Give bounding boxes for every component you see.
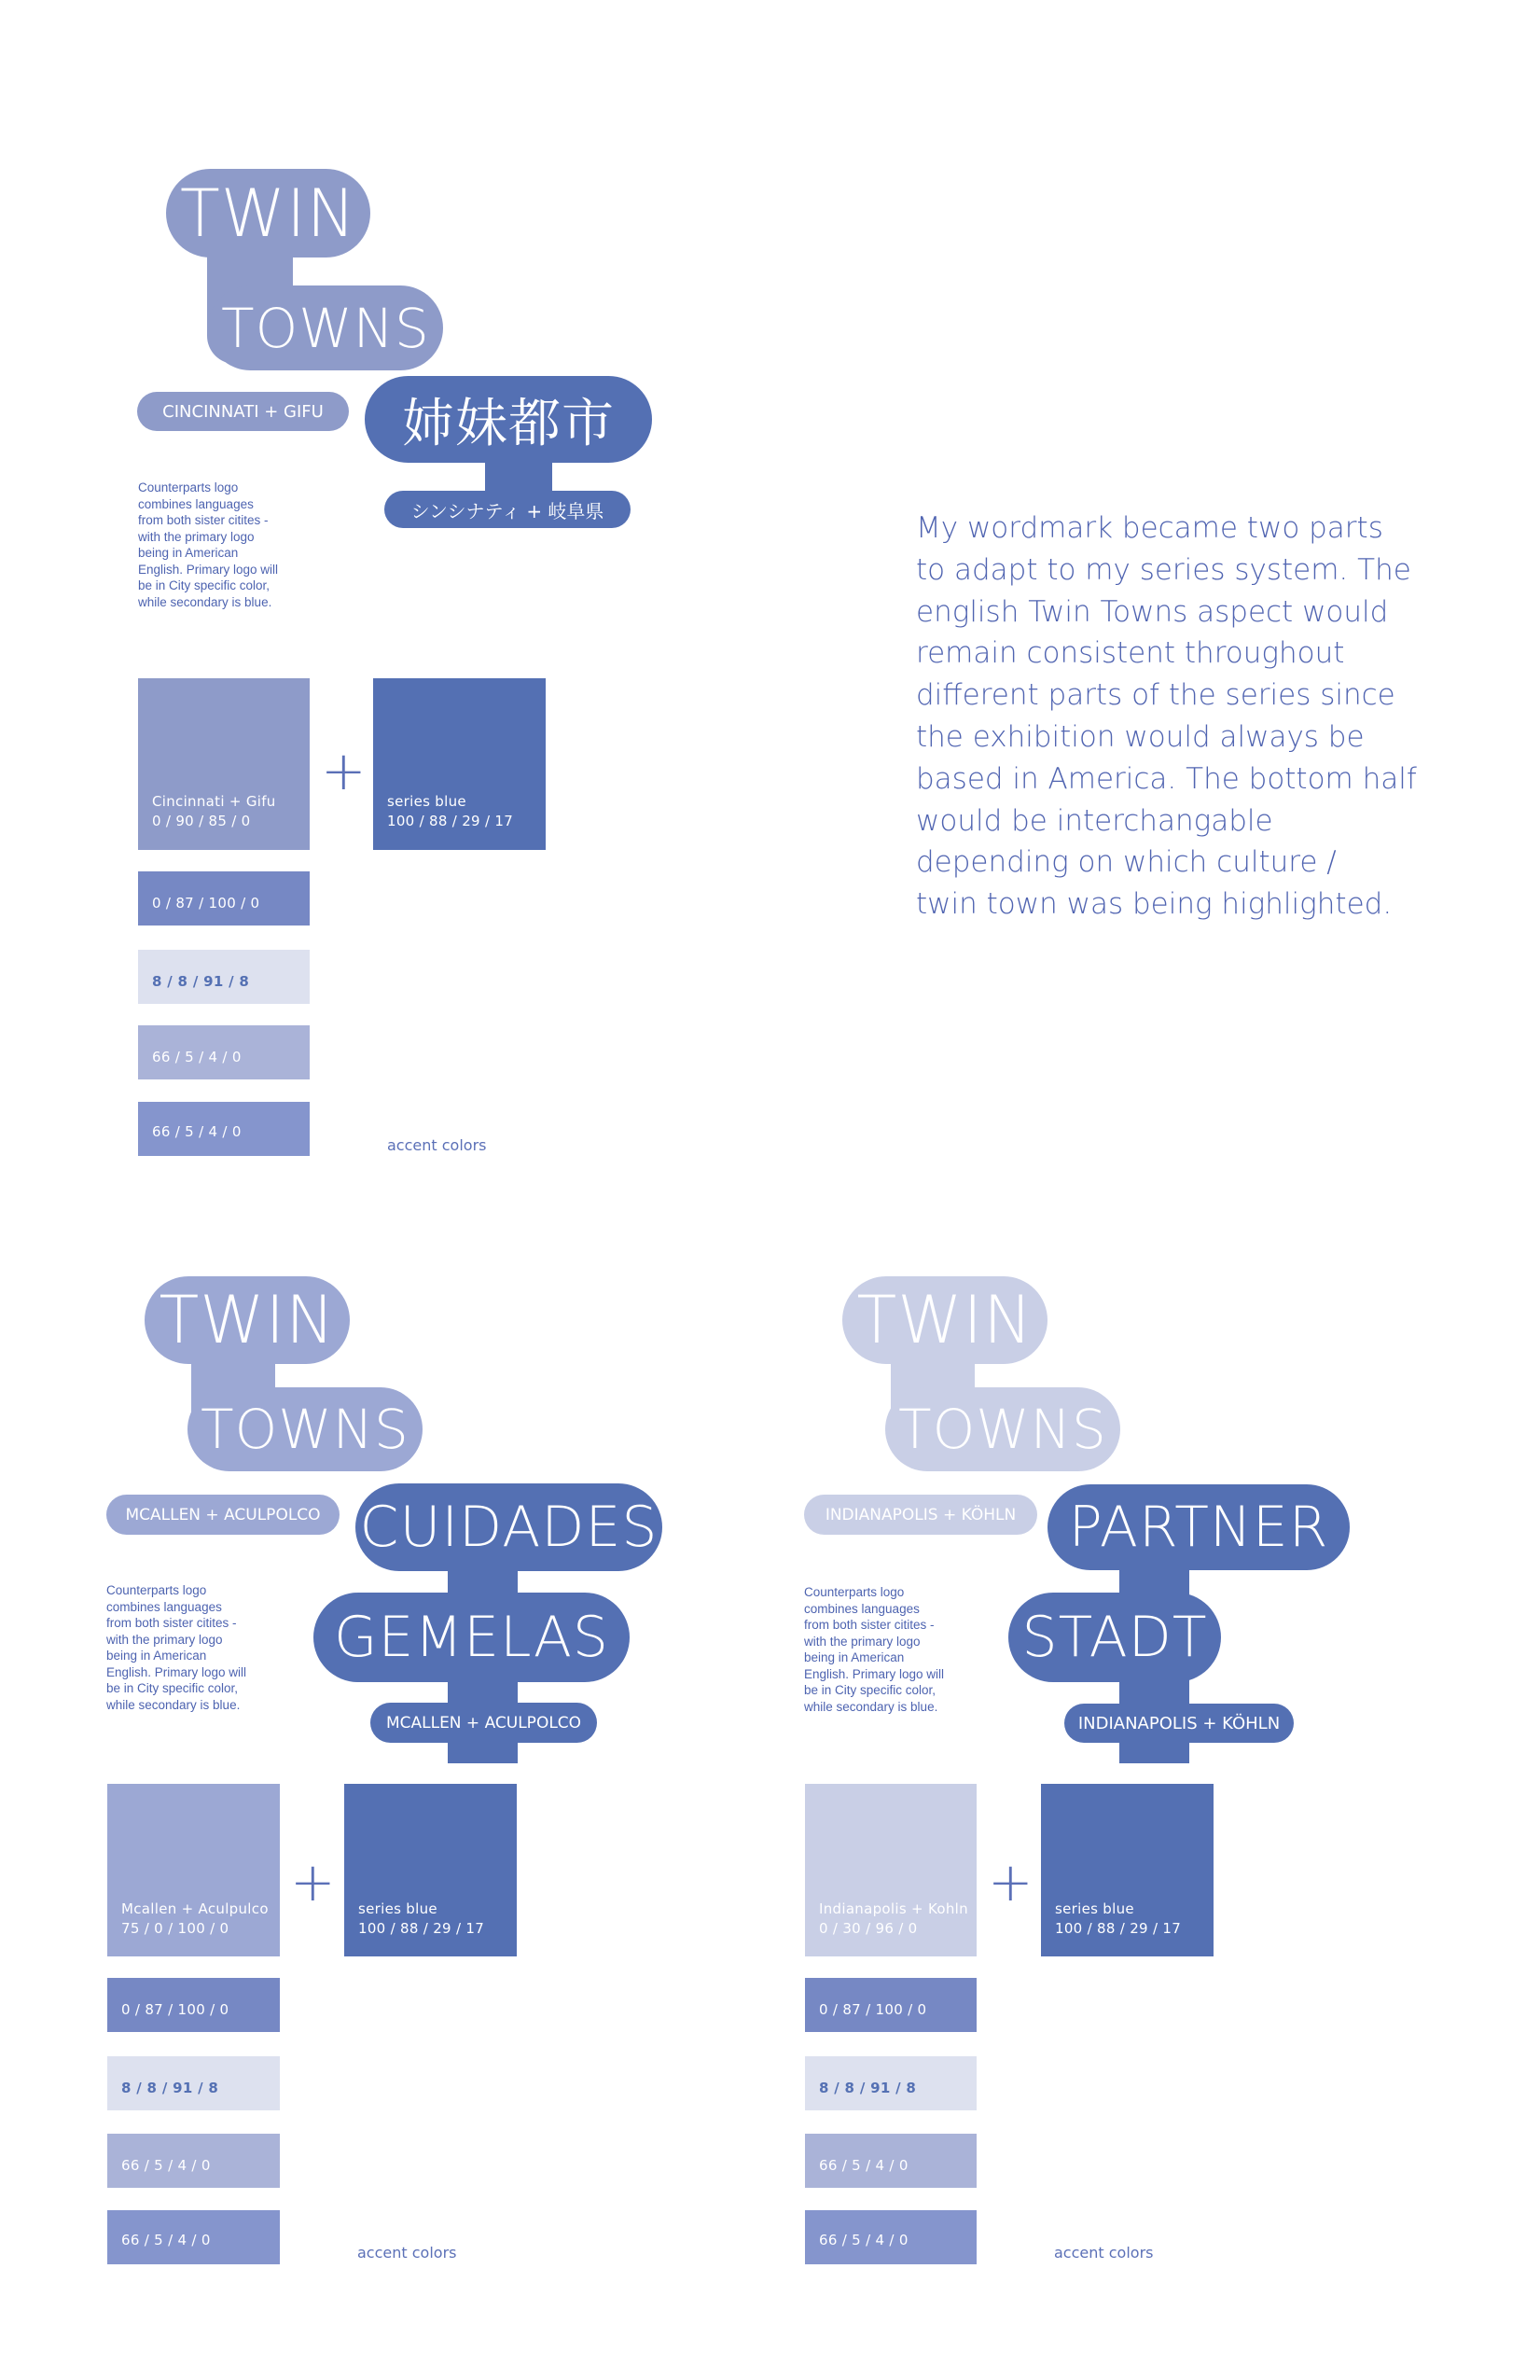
accent-colors-label: accent colors: [1054, 2244, 1154, 2262]
plus-sign: +: [988, 1850, 1034, 1914]
logo-note: Counterparts logo combines languages from both sister citites - with the primary logo being in American English. Primary logo will be in City specific color, while secondary is blue.: [106, 1583, 247, 1712]
logo-cities-en: MCALLEN + ACULPOLCO: [106, 1495, 340, 1535]
series-blue-swatch: [373, 678, 546, 850]
city-color-swatch: [805, 1784, 977, 1956]
swatch-name: Cincinnati + Gifu: [152, 793, 276, 810]
swatch-name: series blue: [387, 793, 466, 810]
accent-swatch: 66 / 5 / 4 / 0: [107, 2210, 280, 2264]
logo-towns: TOWNS: [885, 1387, 1120, 1471]
accent-swatch: 0 / 87 / 100 / 0: [107, 1978, 280, 2032]
accent-colors-label: accent colors: [357, 2244, 457, 2262]
logo-cities-local: MCALLEN + ACULPOLCO: [370, 1703, 597, 1743]
swatch-name: series blue: [1055, 1900, 1134, 1917]
accent-swatch: 8 / 8 / 91 / 8: [805, 2056, 977, 2110]
logo-local-word-1: PARTNER: [1047, 1484, 1350, 1570]
logo-cities-en: CINCINNATI + GIFU: [137, 392, 349, 431]
plus-sign: +: [321, 739, 367, 802]
logo-twin: TWIN: [145, 1276, 350, 1364]
logo-note: Counterparts logo combines languages from both sister citites - with the primary logo being in American English. Primary logo will be in City specific color, while secondary is blue.: [804, 1585, 945, 1714]
city-color-swatch: [138, 678, 310, 850]
accent-swatch: 66 / 5 / 4 / 0: [138, 1102, 310, 1156]
logo-local-word-2: GEMELAS: [313, 1593, 630, 1682]
accent-swatch: 8 / 8 / 91 / 8: [138, 950, 310, 1004]
swatch-name: Mcallen + Aculpulco: [121, 1900, 269, 1917]
description-paragraph: My wordmark became two parts to adapt to my series system. The english Twin Towns aspect would remain consistent throughout different parts of the series since the exhibition would always be based in America. The bottom half would be interchangable depending on which culture / twin town was being highlighted.: [916, 511, 1417, 922]
logo-local-word: 姉妹都市: [365, 376, 652, 463]
swatch-name: Indianapolis + Kohln: [819, 1900, 968, 1917]
accent-colors-label: accent colors: [387, 1136, 487, 1154]
accent-swatch: 0 / 87 / 100 / 0: [138, 871, 310, 926]
logo-cities-local: シンシナティ + 岐阜県: [384, 491, 631, 528]
swatch-cmyk: 0 / 90 / 85 / 0: [152, 813, 251, 829]
swatch-cmyk: 75 / 0 / 100 / 0: [121, 1920, 229, 1937]
accent-swatch: 66 / 5 / 4 / 0: [805, 2134, 977, 2188]
series-blue-swatch: [1041, 1784, 1214, 1956]
accent-swatch: 66 / 5 / 4 / 0: [107, 2134, 280, 2188]
plus-sign: +: [290, 1850, 336, 1914]
accent-swatch: 66 / 5 / 4 / 0: [805, 2210, 977, 2264]
logo-cities-en: INDIANAPOLIS + KÖHLN: [804, 1495, 1037, 1535]
logo-local-word-1: CUIDADES: [355, 1483, 662, 1571]
logo-cities-local: INDIANAPOLIS + KÖHLN: [1064, 1704, 1294, 1743]
logo-towns: TOWNS: [187, 1387, 423, 1471]
logo-local-word-2: STADT: [1008, 1593, 1221, 1682]
logo-note: Counterparts logo combines languages from both sister citites - with the primary logo being in American English. Primary logo will be in City specific color, while secondary is blue.: [138, 480, 279, 609]
logo-towns: TOWNS: [208, 285, 443, 370]
logo-twin: TWIN: [166, 169, 370, 257]
series-blue-swatch: [344, 1784, 517, 1956]
logo-twin: TWIN: [842, 1276, 1047, 1364]
accent-swatch: 0 / 87 / 100 / 0: [805, 1978, 977, 2032]
swatch-name: series blue: [358, 1900, 437, 1917]
swatch-cmyk: 100 / 88 / 29 / 17: [387, 813, 514, 829]
accent-swatch: 8 / 8 / 91 / 8: [107, 2056, 280, 2110]
swatch-cmyk: 0 / 30 / 96 / 0: [819, 1920, 918, 1937]
city-color-swatch: [107, 1784, 280, 1956]
swatch-cmyk: 100 / 88 / 29 / 17: [358, 1920, 485, 1937]
swatch-cmyk: 100 / 88 / 29 / 17: [1055, 1920, 1182, 1937]
accent-swatch: 66 / 5 / 4 / 0: [138, 1025, 310, 1079]
